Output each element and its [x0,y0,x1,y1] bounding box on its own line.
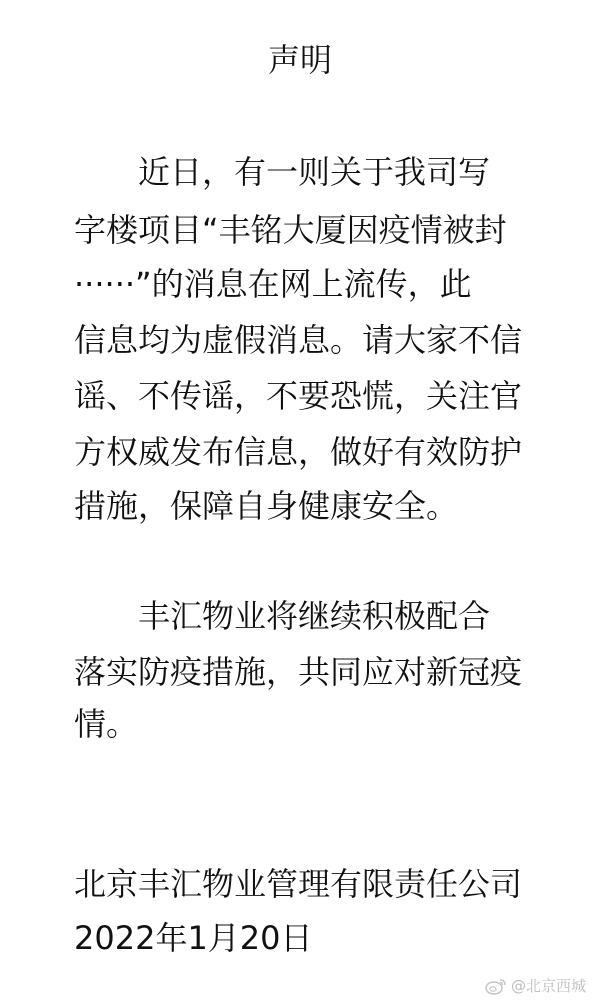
company-name: 北京丰汇物业管理有限责任公司 [74,865,523,903]
paragraph-line: 谣、不传谣，不要恐慌，关注官 [74,377,523,415]
statement-date: 2022年1月20日 [74,919,313,957]
paragraph-line: 情。 [74,705,139,743]
paragraph-line: 信息均为虚假消息。请大家不信 [74,321,523,359]
paragraph-line: 方权威发布信息，做好有效防护 [74,433,523,471]
watermark [485,974,586,998]
watermark-text: @北京西城 [510,977,586,995]
paragraph-line: 近日，有一则关于我司写 [74,153,491,191]
paragraph-line: ······”的消息在网上流传，此 [74,265,472,303]
paragraph-line: 措施，保障自身健康安全。 [74,487,459,525]
page-title: 声明 [267,41,332,79]
weibo-icon [485,977,507,995]
paragraph-line: 字楼项目“丰铭大厦因疫情被封 [74,211,507,249]
paragraph-line: 落实防疫措施，共同应对新冠疫 [74,653,523,691]
paragraph-line: 丰汇物业将继续积极配合 [74,597,491,635]
